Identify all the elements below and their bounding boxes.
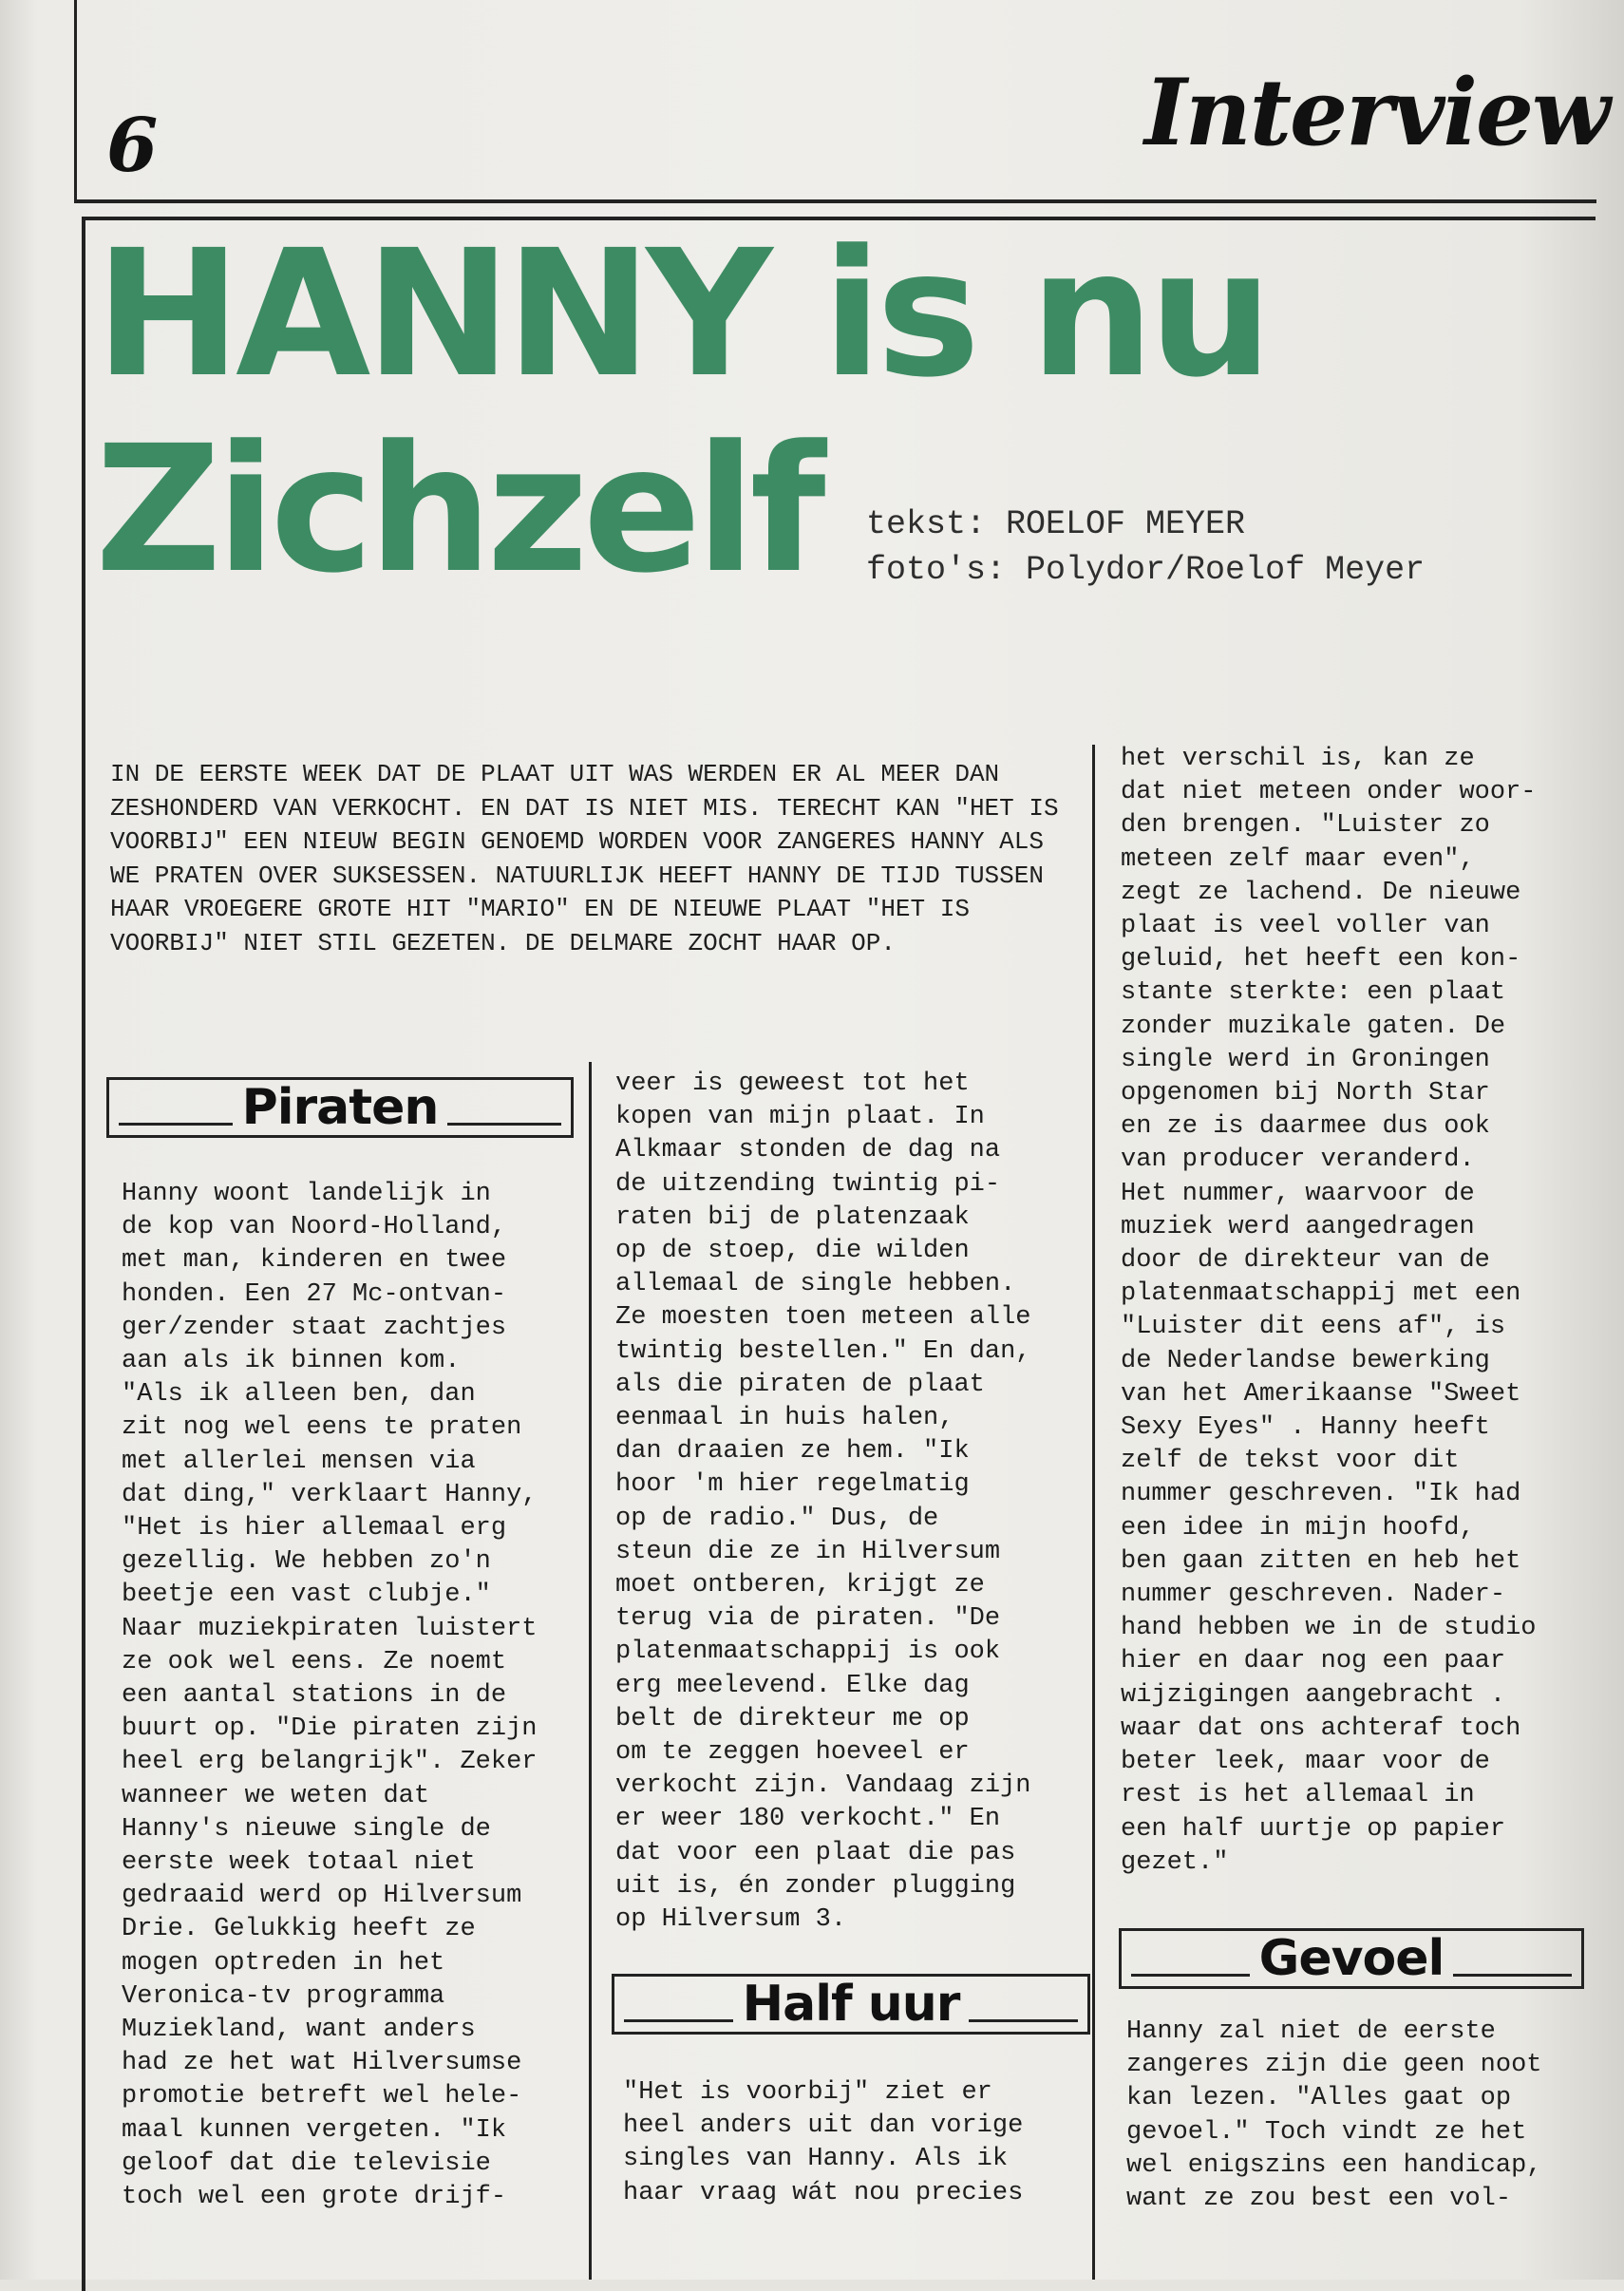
article-line: muziek werd aangedragen [1121, 1212, 1475, 1241]
article-line: belt de direkteur me op [615, 1704, 970, 1733]
subhead-piraten [106, 1077, 574, 1138]
article-line: uit is, én zonder plugging [615, 1871, 1016, 1901]
article-line: ger/zender staat zachtjes [122, 1313, 507, 1342]
column-3-bottom [1126, 2016, 1541, 2216]
article-line: en ze is daarmee dus ook [1121, 1112, 1490, 1142]
article-line: er weer 180 verkocht." En [615, 1805, 1001, 1834]
subhead-half-uur [612, 1974, 1090, 2035]
article-line: geloof dat die televisie [122, 2149, 491, 2178]
article-line: had ze het wat Hilversumse [122, 2049, 522, 2078]
article-line: promotie betreft wel hele- [122, 2082, 522, 2111]
subhead-line [1453, 1974, 1572, 1977]
article-line: zangeres zijn die geen noot [1126, 2051, 1542, 2080]
article-line: waar dat ons achteraf toch [1121, 1714, 1521, 1743]
article-line: nummer geschreven. Nader- [1121, 1581, 1506, 1610]
article-line: het verschil is, kan ze [1121, 745, 1475, 773]
article-line: Veronica-tv programma [122, 1981, 445, 2011]
article-line: van producer veranderd. [1121, 1146, 1475, 1175]
article-line: mogen optreden in het [122, 1948, 445, 1978]
article-line: om te zeggen hoeveel er [615, 1738, 970, 1768]
article-line: Het nummer, waarvoor de [1121, 1179, 1475, 1208]
article-line: als die piraten de plaat [615, 1370, 985, 1399]
article-line: Alkmaar stonden de dag na [615, 1136, 1001, 1165]
subhead-piraten-label: Piraten [241, 1079, 439, 1136]
article-line: singles van Hanny. Als ik [623, 2145, 1009, 2174]
article-line: Hanny's nieuwe single de [122, 1814, 491, 1844]
credits [866, 502, 1425, 593]
article-line: hoor 'm hier regelmatig [615, 1470, 970, 1500]
article-line: erg meelevend. Elke dag [615, 1671, 970, 1700]
article-line: aan als ik binnen kom. [122, 1347, 461, 1376]
article-line: Hanny zal niet de eerste [1126, 2017, 1496, 2046]
article-line: zelf de tekst voor dit [1121, 1447, 1460, 1476]
article-line: wel enigszins een handicap, [1126, 2150, 1542, 2180]
article-line: verkocht zijn. Vandaag zijn [615, 1771, 1031, 1801]
column-rule-right [1092, 745, 1095, 2280]
section-title: Interview [1144, 59, 1609, 166]
column-2-bottom [623, 2076, 1023, 2210]
article-line: terug via de piraten. "De [615, 1604, 1001, 1634]
article-line: kopen van mijn plaat. In [615, 1103, 985, 1132]
article-line: een idee in mijn hoofd, [1121, 1513, 1475, 1543]
headline-line-1: HANNY is nu [95, 213, 1268, 416]
article-line: "Luister dit eens af", is [1121, 1313, 1506, 1342]
article-line: door de direkteur van de [1121, 1246, 1490, 1276]
article-line: beter leek, maar voor de [1121, 1748, 1490, 1777]
article-line: twintig bestellen." En dan, [615, 1336, 1031, 1366]
article-line: de uitzending twintig pi- [615, 1169, 1001, 1199]
article-line: Sexy Eyes" . Hanny heeft [1121, 1413, 1490, 1443]
article-line: een aantal stations in de [122, 1681, 507, 1711]
subhead-gevoel [1119, 1928, 1584, 1989]
article-line: beetje een vast clubje." [122, 1581, 491, 1610]
article-line: zonder muzikale gaten. De [1121, 1012, 1506, 1041]
subhead-half-uur-label: Half uur [742, 1976, 960, 2033]
article-line: allemaal de single hebben. [615, 1270, 1016, 1299]
article-line: rest is het allemaal in [1121, 1781, 1475, 1810]
article-line: veer is geweest tot het [615, 1070, 970, 1098]
article-line: gezet." [1121, 1847, 1229, 1877]
column-1 [122, 1178, 537, 2214]
article-line: buurt op. "Die piraten zijn [122, 1714, 538, 1744]
headline-line-2: Zichzelf [95, 408, 821, 612]
article-line: Naar muziekpiraten luistert [122, 1614, 538, 1643]
article-line: de Nederlandse bewerking [1121, 1346, 1490, 1375]
article-line: heel erg belangrijk". Zeker [122, 1748, 538, 1777]
article-line: opgenomen bij North Star [1121, 1079, 1490, 1108]
article-line: meteen zelf maar even", [1121, 844, 1475, 874]
article-line: dat ding," verklaart Hanny, [122, 1480, 538, 1509]
article-line: wanneer we weten dat [122, 1781, 430, 1810]
article-line: heel anders uit dan vorige [623, 2111, 1024, 2141]
article-line: dan draaien ze hem. "Ik [615, 1437, 970, 1467]
article-line: ze ook wel eens. Ze noemt [122, 1647, 507, 1676]
article-line: ben gaan zitten en heb het [1121, 1546, 1521, 1576]
article-line: wijzigingen aangebracht . [1121, 1680, 1506, 1710]
article-line: eerste week totaal niet [122, 1848, 476, 1878]
article-line: de kop van Noord-Holland, [122, 1213, 507, 1242]
article-line: "Als ik alleen ben, dan [122, 1380, 476, 1410]
article-line: van het Amerikaanse "Sweet [1121, 1379, 1521, 1409]
article-line: raten bij de platenzaak [615, 1202, 970, 1232]
article-line: maal kunnen vergeten. "Ik [122, 2115, 507, 2145]
article-line: een half uurtje op papier [1121, 1814, 1506, 1844]
article-line: hier en daar nog een paar [1121, 1647, 1506, 1676]
article-line: op de stoep, die wilden [615, 1237, 970, 1266]
article-line: toch wel een grote drijf- [122, 2183, 507, 2212]
article-line: Drie. Gelukkig heeft ze [122, 1915, 476, 1944]
article-line: plaat is veel voller van [1121, 912, 1490, 941]
article-line: gezellig. We hebben zo'n [122, 1547, 491, 1577]
subhead-line [969, 2019, 1078, 2022]
article-line: stante sterkte: een plaat [1121, 978, 1506, 1008]
article-line: single werd in Groningen [1121, 1045, 1490, 1074]
article-line: "Het is voorbij" ziet er [623, 2078, 992, 2107]
article-line: zit nog wel eens te praten [122, 1413, 522, 1443]
article-line: gedraaid werd op Hilversum [122, 1882, 522, 1911]
subhead-line [447, 1123, 561, 1126]
article-line: dat voor een plaat die pas [615, 1838, 1016, 1867]
article-line: want ze zou best een vol- [1126, 2185, 1512, 2214]
article-line: hand hebben we in de studio [1121, 1614, 1537, 1643]
column-3-top [1121, 743, 1536, 1880]
page-number: 6 [106, 103, 159, 189]
article-line: geluid, het heeft een kon- [1121, 945, 1521, 975]
credit-text: tekst: ROELOF MEYER [866, 505, 1246, 543]
subhead-gevoel-label: Gevoel [1258, 1930, 1445, 1987]
article-line: op de radio." Dus, de [615, 1504, 939, 1533]
article-line: moet ontberen, krijgt ze [615, 1571, 985, 1600]
article-line: "Het is hier allemaal erg [122, 1514, 507, 1543]
article-line: met man, kinderen en twee [122, 1246, 507, 1276]
article-line: kan lezen. "Alles gaat op [1126, 2084, 1512, 2113]
subhead-line [119, 1123, 233, 1126]
lead-paragraph: IN DE EERSTE WEEK DAT DE PLAAT UIT WAS WERDEN ER AL MEER DAN ZESHONDERD VAN VERKOCHT. EN DAT IS NIET MIS. TERECHT KAN "HET IS VOORBIJ" EEN NIEUW BEGIN GENOEMD WORDEN VOOR ZANGERES HANNY ALS WE PRATEN OVER SUKSESSEN. NATUURLIJK HEEFT HANNY DE TIJD TUSSEN HAAR VROEGERE GROTE HIT "MARIO" EN DE NIEUWE PLAAT "HET IS VOORBIJ" NIET STIL GEZETEN. DE DELMARE ZOCHT HAAR OP. [110, 760, 1059, 957]
subhead-line [624, 2019, 733, 2022]
subhead-line [1131, 1974, 1250, 1977]
article-line: dat niet meteen onder woor- [1121, 778, 1537, 807]
column-2-top [615, 1068, 1030, 1937]
article-line: platenmaatschappij met een [1121, 1279, 1521, 1309]
article-line: eenmaal in huis halen, [615, 1404, 954, 1433]
article-line: honden. Een 27 Mc-ontvan- [122, 1279, 507, 1309]
article-line: platenmaatschappij is ook [615, 1638, 1001, 1667]
article-line: den brengen. "Luister zo [1121, 811, 1490, 841]
article-line: met allerlei mensen via [122, 1447, 476, 1476]
article-line: zegt ze lachend. De nieuwe [1121, 878, 1521, 907]
article-line: Muziekland, want anders [122, 2016, 476, 2045]
article-line: haar vraag wát nou precies [623, 2178, 1024, 2207]
article-line: Ze moesten toen meteen alle [615, 1303, 1031, 1333]
article-line: gevoel." Toch vindt ze het [1126, 2117, 1527, 2147]
article-line: nummer geschreven. "Ik had [1121, 1480, 1521, 1509]
article-line: Hanny woont landelijk in [122, 1180, 491, 1208]
column-rule-left [589, 1062, 592, 2280]
article-line: steun die ze in Hilversum [615, 1537, 1001, 1566]
credit-photos: foto's: Polydor/Roelof Meyer [866, 551, 1426, 589]
article-line: op Hilversum 3. [615, 1905, 847, 1935]
